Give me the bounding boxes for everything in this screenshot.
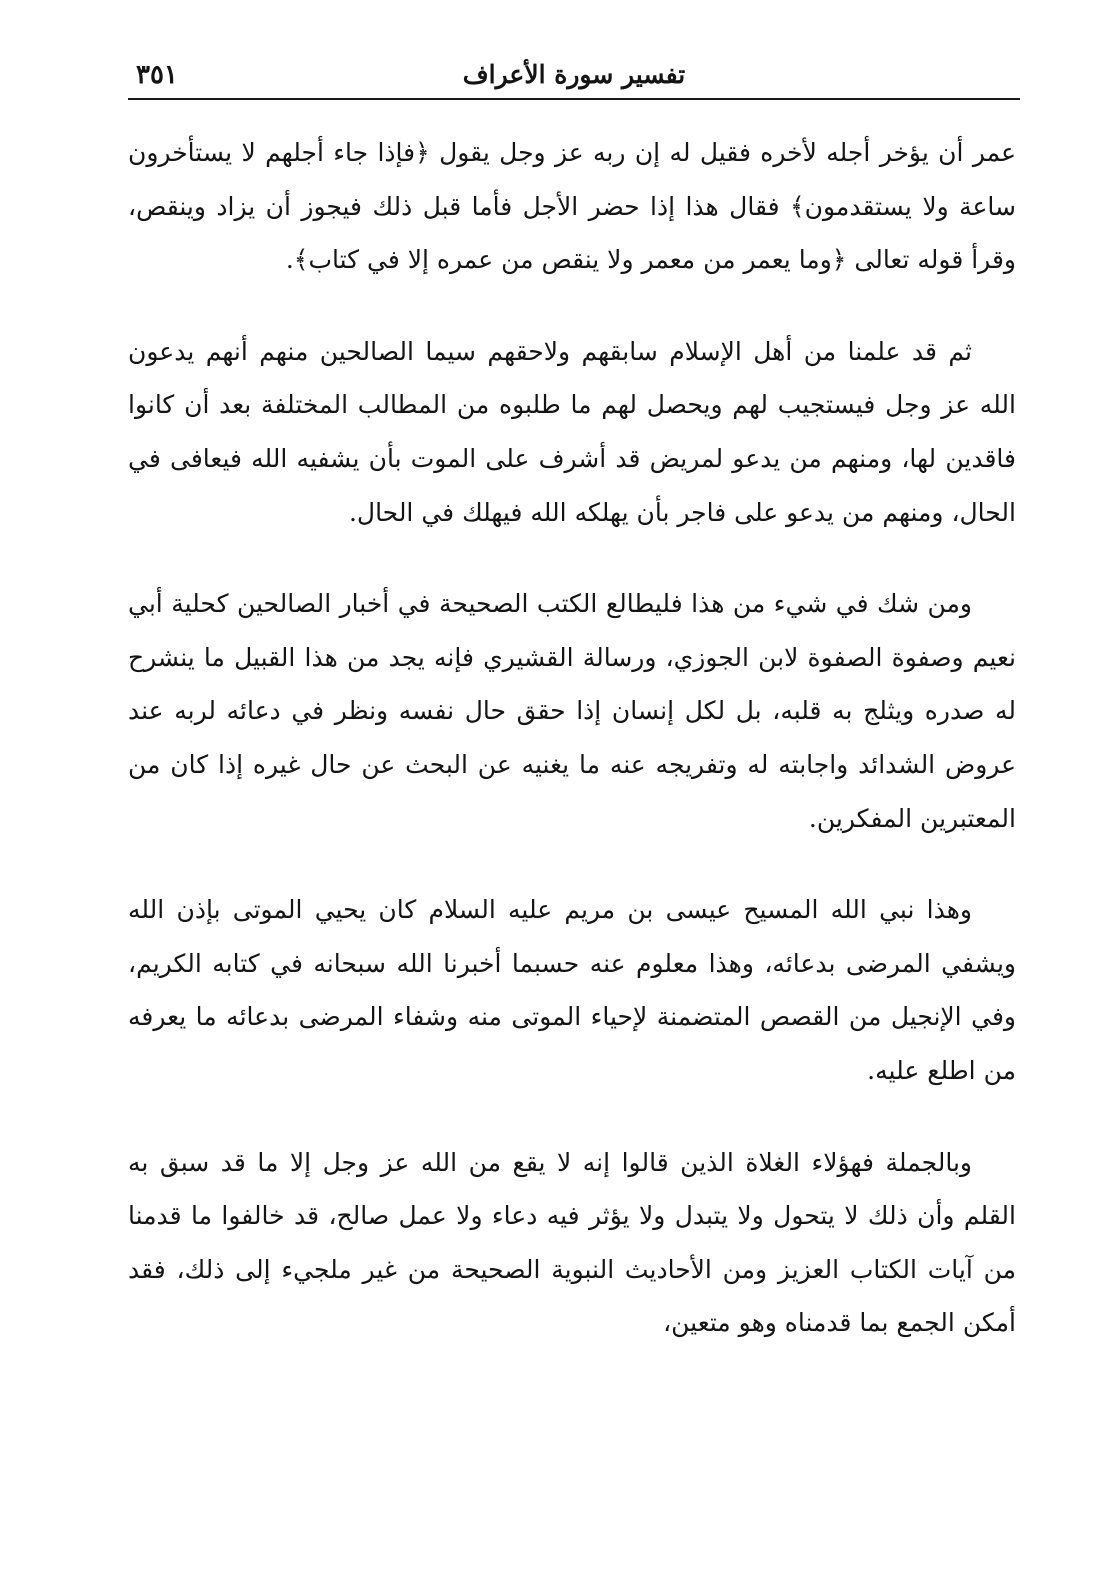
body-text [128,126,1016,1350]
running-header [128,58,1020,98]
paragraph-prayer-answered: ثم قد علمنا من أهل الإسلام سابقهم ولاحقهم سيما الصالحين منهم أنهم يدعون الله عز وجل فيستجيب لهم ويحصل لهم ما طلبوه من المطالب المختلفة بعد أن كانوا فاقدين لها، ومنهم من يدعو لمريض قد أشرف على الموت بأن يشفيه الله فيعافى في الحال، ومنهم من يدعو على فاجر بأن يهلكه الله فيهلك في الحال. [128,336,1016,527]
paragraph-books-of-righteous: ومن شك في شيء من هذا فليطالع الكتب الصحيحة في أخبار الصالحين كحلية أبي نعيم وصفوة الصفوة لابن الجوزي، ورسالة القشيري فإنه يجد من هذا القبيل ما ينشرح له صدره ويثلج به قلبه، بل لكل إنسان إذا حقق حال نفسه ونظر في دعائه لربه عند عروض الشدائد واجابته له وتفريجه عنه ما يغنيه عن البحث عن حال غيره إذا كان من المعتبرين المفكرين. [128,589,1016,833]
page-number: ٣٥١ [136,60,178,90]
paragraph-prophet-isa: وهذا نبي الله المسيح عيسى بن مريم عليه السلام كان يحيي الموتى بإذن الله ويشفي المرضى بدعائه، وهذا معلوم عنه حسبما أخبرنا الله سبحانه في كتابه الكريم، وفي الإنجيل من القصص المتضمنة لإحياء الموتى منه وشفاء المرضى بدعائه ما يعرفه من اطلع عليه. [128,895,1016,1085]
paragraph-conclusion: وبالجملة فهؤلاء الغلاة الذين قالوا إنه لا يقع من الله عز وجل إلا ما قد سبق به القلم وأن ذلك لا يتحول ولا يتبدل ولا يؤثر فيه دعاء ولا عمل صالح، قد خالفوا ما قدمنا من آيات الكتاب العزيز ومن الأحاديث النبوية الصحيحة من غير ملجيء إلى ذلك، فقد أمكن الجمع بما قدمناه وهو متعين، [128,1147,1016,1338]
header-rule [128,98,1020,100]
running-title: تفسير سورة الأعراف [462,60,686,89]
paragraph-continuation: عمر أن يؤخر أجله لأخره فقيل له إن ربه عز وجل يقول ﴿فإذا جاء أجلهم لا يستأخرون ساعة ولا يستقدمون﴾ فقال هذا إذا حضر الأجل فأما قبل ذلك فيجوز أن يزاد وينقص، وقرأ قوله تعالى ﴿وما يعمر من معمر ولا ينقص من عمره إلا في كتاب﴾. [128,138,1016,275]
